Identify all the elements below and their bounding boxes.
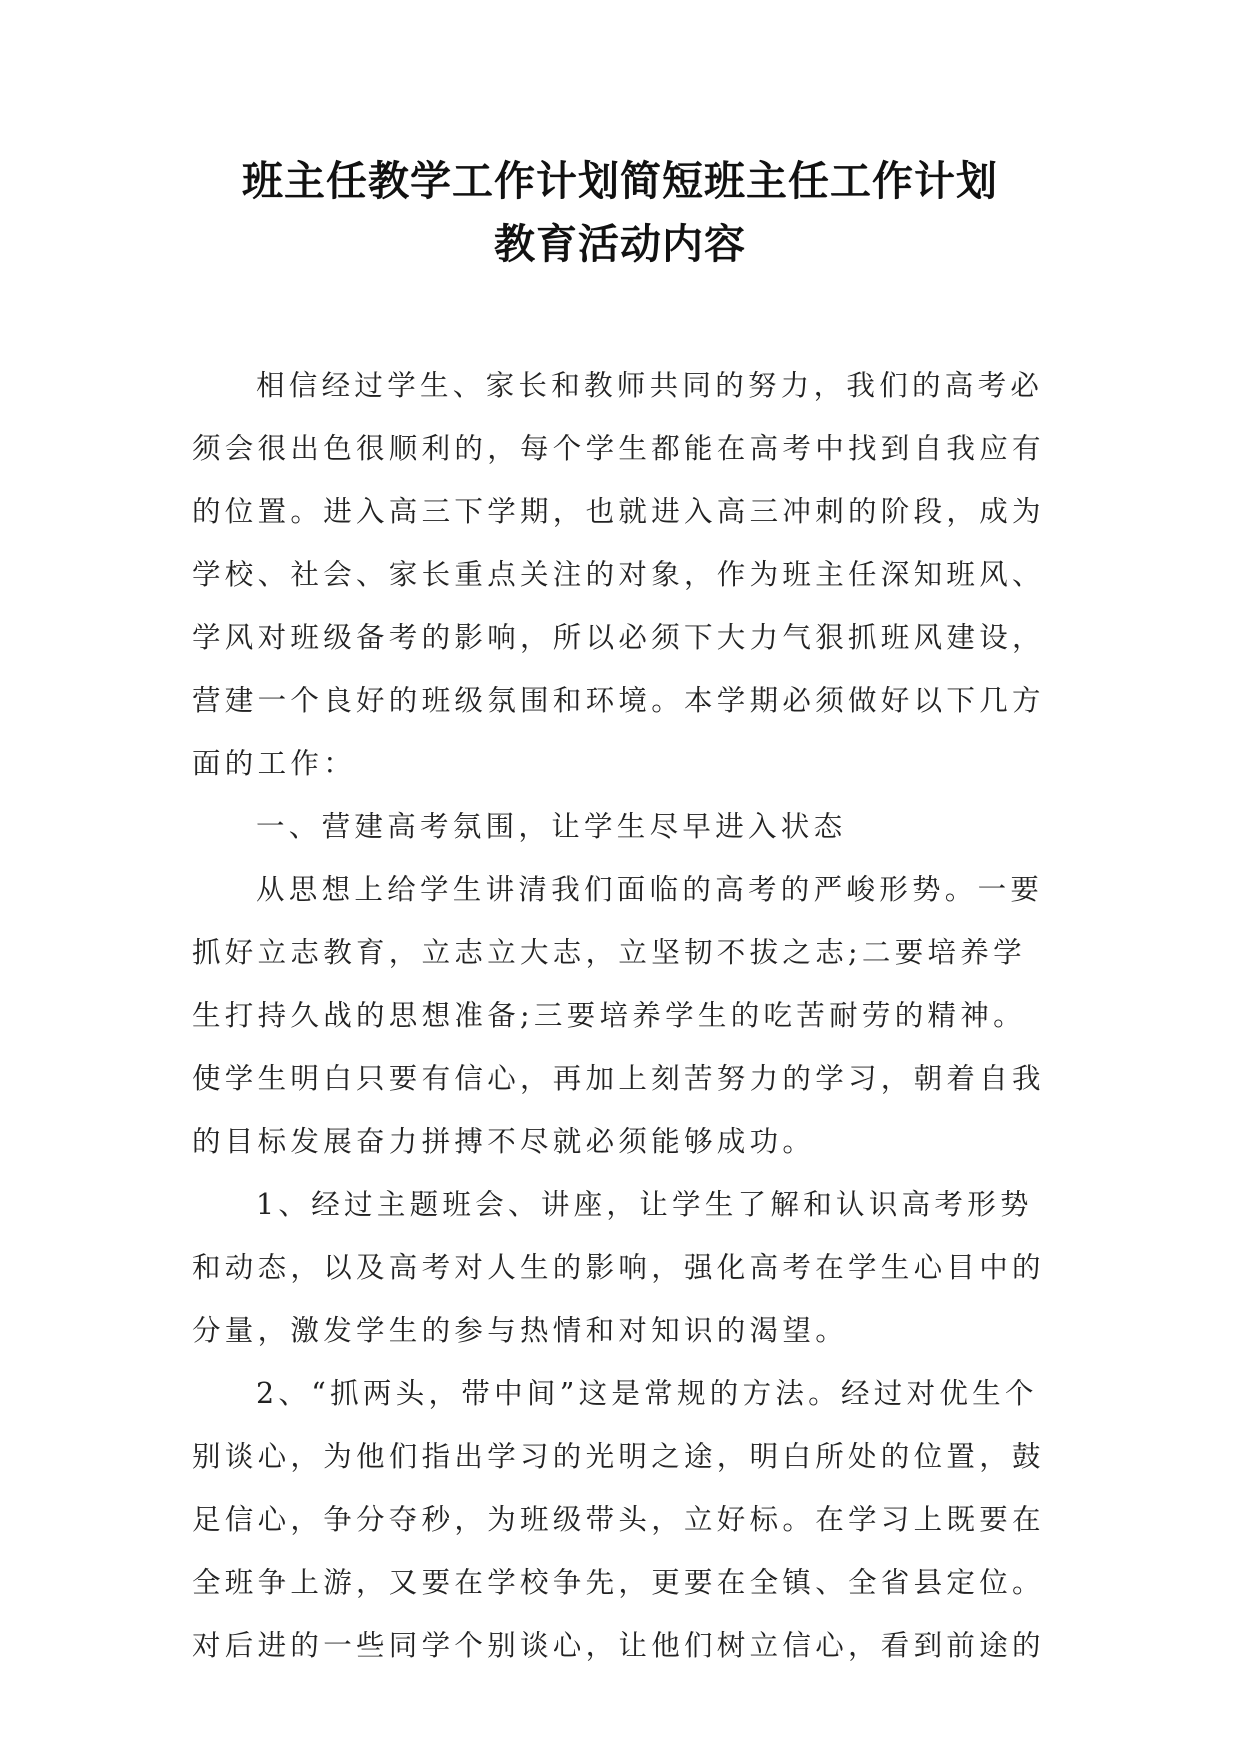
title-line: 班主任教学工作计划简短班主任工作计划 xyxy=(242,157,998,205)
text-line: 足信心，争分夺秒，为班级带头，立好标。在学习上既要在 xyxy=(192,1503,1045,1536)
text-line: 须会很出色很顺利的，每个学生都能在高考中找到自我应有 xyxy=(192,432,1045,465)
text-line: 相信经过学生、家长和教师共同的努力，我们的高考必 xyxy=(256,369,1044,402)
text-line: 别谈心，为他们指出学习的光明之途，明白所处的位置，鼓 xyxy=(192,1440,1045,1473)
text-line: 全班争上游，又要在学校争先，更要在全镇、全省县定位。 xyxy=(192,1566,1045,1599)
document-title xyxy=(150,150,1090,276)
text-line: 学风对班级备考的影响，所以必须下大力气狠抓班风建设， xyxy=(192,621,1045,654)
text-line: 生打持久战的思想准备;三要培养学生的吃苦耐劳的精神。 xyxy=(192,999,1026,1032)
text-line: 营建一个良好的班级氛围和环境。本学期必须做好以下几方 xyxy=(192,684,1045,717)
text-line: 对后进的一些同学个别谈心，让他们树立信心，看到前途的 xyxy=(192,1629,1045,1662)
document-body xyxy=(192,354,1072,1677)
text-line: 使学生明白只要有信心，再加上刻苦努力的学习，朝着自我 xyxy=(192,1062,1045,1095)
text-line: 和动态，以及高考对人生的影响，强化高考在学生心目中的 xyxy=(192,1251,1045,1284)
title-line: 教育活动内容 xyxy=(494,220,746,268)
text-line: 学校、社会、家长重点关注的对象，作为班主任深知班风、 xyxy=(192,558,1045,591)
text-line: 面的工作： xyxy=(192,747,357,780)
text-line: 1、经过主题班会、讲座，让学生了解和认识高考形势 xyxy=(256,1188,1033,1221)
text-line: 的目标发展奋力拼搏不尽就必须能够成功。 xyxy=(192,1125,816,1158)
text-line: 抓好立志教育，立志立大志，立坚韧不拔之志;二要培养学 xyxy=(192,936,1026,969)
text-line: 从思想上给学生讲清我们面临的高考的严峻形势。一要 xyxy=(256,873,1044,906)
text-line: 2、“抓两头，带中间”这是常规的方法。经过对优生个 xyxy=(256,1377,1038,1410)
text-line: 的位置。进入高三下学期，也就进入高三冲刺的阶段，成为 xyxy=(192,495,1045,528)
text-line: 一、营建高考氛围，让学生尽早进入状态 xyxy=(256,810,847,843)
text-line: 分量，激发学生的参与热情和对知识的渴望。 xyxy=(192,1314,849,1347)
